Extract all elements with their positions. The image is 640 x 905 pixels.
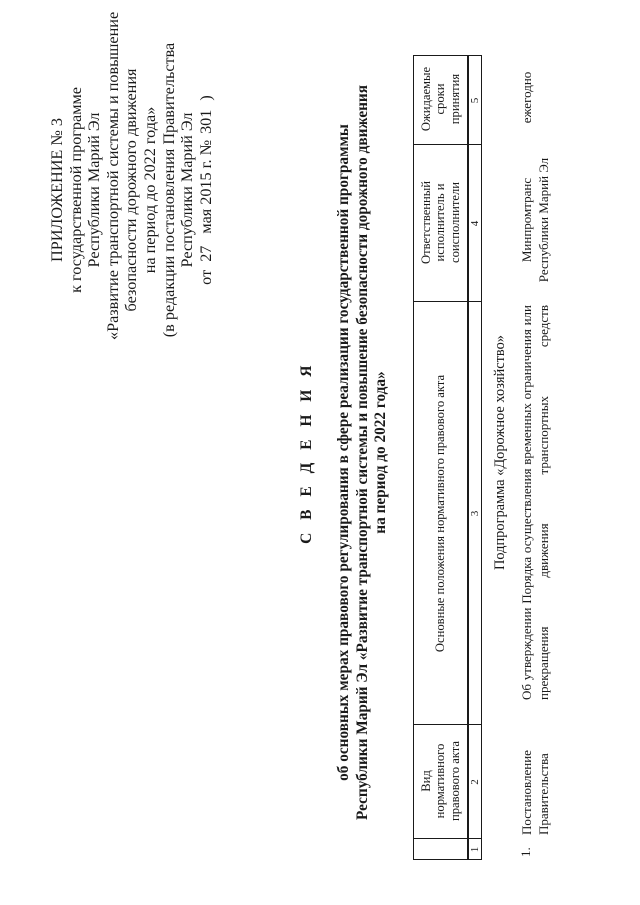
date-close: ) bbox=[196, 95, 215, 101]
date-prefix: от bbox=[196, 269, 215, 285]
appendix-line: (в редакции постановления Правительства bbox=[159, 42, 178, 338]
row-number: 1. bbox=[518, 847, 533, 857]
appendix-line: безопасности дорожного движения bbox=[122, 68, 141, 312]
column-number: 3 bbox=[469, 510, 481, 517]
column-number: 2 bbox=[469, 779, 481, 785]
document-heading: С В Е Д Е Н И Я bbox=[298, 361, 315, 544]
row-executor: Минпромтранс Республики Марий Эл bbox=[519, 157, 551, 283]
column-header-term: Ожидаемые сроки принятия bbox=[419, 66, 462, 132]
subtitle-line: Республики Марий Эл «Развитие транспортной системы и повышение безопасности дорожного движения bbox=[353, 84, 371, 821]
appendix-line: к государственной программе bbox=[66, 87, 85, 293]
row-description: Об утверждении Порядка осуществления временных ограничения или прекращения движения транспортных средств bbox=[519, 305, 551, 700]
appendix-line: на период до 2022 года» bbox=[140, 106, 159, 274]
doc-number: 301 bbox=[196, 109, 215, 134]
subprogram-title: Подпрограмма «Дорожное хозяйство» bbox=[492, 334, 508, 571]
subtitle-line: на период до 2022 года» bbox=[372, 371, 390, 534]
appendix-line: «Развитие транспортной системы и повышение bbox=[103, 11, 122, 340]
appendix-date-line bbox=[197, 40, 216, 340]
column-header-description: Основные положения нормативного правового акта bbox=[433, 374, 448, 653]
date-rest: мая 2015 г. № bbox=[196, 139, 215, 234]
column-number: 1 bbox=[469, 846, 481, 853]
column-number: 5 bbox=[469, 97, 481, 104]
row-term: ежегодно bbox=[519, 71, 534, 124]
appendix-title: ПРИЛОЖЕНИЕ № 3 bbox=[48, 118, 66, 262]
column-header-executor: Ответственный исполнитель и соисполнители bbox=[419, 181, 462, 264]
appendix-line: Республики Марий Эл bbox=[85, 112, 104, 268]
column-header-kind: Вид нормативного правового акта bbox=[419, 740, 462, 822]
row-act-kind: Постановление Правительства bbox=[519, 750, 551, 835]
column-number: 4 bbox=[469, 220, 481, 227]
subtitle-line: об основных мерах правового регулирования в сфере реализации государственной программы bbox=[335, 124, 352, 781]
appendix-block bbox=[48, 11, 215, 340]
appendix-line: Республики Марий Эл bbox=[178, 112, 197, 268]
date-day: 27 bbox=[196, 245, 215, 262]
document-subtitle bbox=[335, 0, 391, 905]
